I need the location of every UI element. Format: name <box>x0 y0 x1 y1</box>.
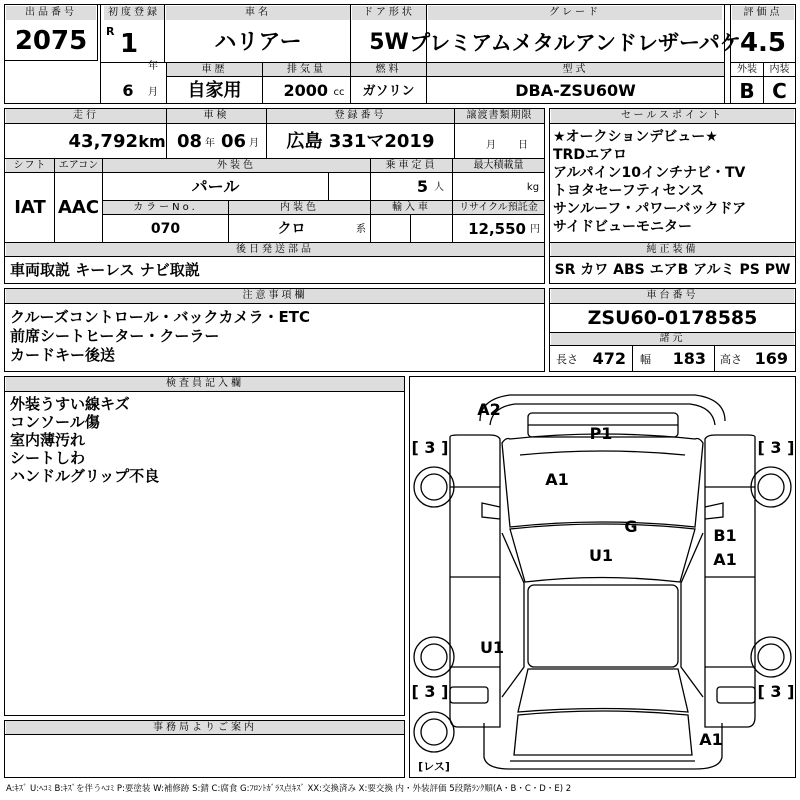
reg-number: 広島 331マ2019 <box>286 131 435 152</box>
mark-a1-bottom: A1 <box>699 730 723 749</box>
inspector-item: シートしわ <box>10 449 86 467</box>
recycle-value: 12,550 <box>468 219 526 238</box>
capacity-header: 乗車定員 <box>371 159 452 172</box>
displacement-value: 2000 <box>283 81 328 100</box>
sales-point-item: サンルーフ・パワーバックドア <box>553 201 747 217</box>
score-value: 4.5 <box>739 28 787 58</box>
left-mirror <box>482 503 500 519</box>
sales-point-item: ★オークションデビュー★ <box>553 129 718 145</box>
height-value: 169 <box>754 349 788 368</box>
mark-a1-right: A1 <box>713 550 737 569</box>
inspector-list <box>10 395 159 485</box>
capacity-unit: 人 <box>434 182 444 193</box>
insp-year: 08 <box>176 131 202 152</box>
front-bumper <box>480 395 725 421</box>
shift-header: シフト <box>6 159 54 172</box>
sales-point-list <box>553 128 793 236</box>
first-reg-header: 初度登録 <box>104 6 164 20</box>
trunk <box>514 711 692 755</box>
sales-point-header: セールスポイント <box>551 109 794 123</box>
rear-bumper <box>484 723 722 769</box>
displacement-header: 排気量 <box>263 63 350 76</box>
later-parts-header: 後日発送部品 <box>6 243 544 256</box>
width-value: 183 <box>672 349 706 368</box>
tire-front-right <box>751 467 791 507</box>
note-item: クルーズコントロール・バックカメラ・ETC <box>10 308 310 326</box>
sales-point-item: アルパイン10インチナビ・TV <box>553 165 746 181</box>
sales-point-item: トヨタセーフティセンス <box>553 183 705 199</box>
grade: プレミアムメタルアンドレザーパケ <box>409 30 741 55</box>
grade-header: グレード <box>428 6 722 20</box>
car-name-header: 車名 <box>166 6 350 20</box>
rear-window <box>518 669 688 712</box>
notes-header: 注意事項欄 <box>6 289 544 303</box>
front-bumper-inner <box>490 404 715 425</box>
chassis-value: ZSU60-0178585 <box>587 306 758 329</box>
sales-point-item: TRDエアロ <box>553 147 627 163</box>
spare-tire <box>414 712 454 752</box>
color-no-header: カラーNo. <box>103 201 228 214</box>
mark-u1-left: U1 <box>479 638 505 657</box>
hood <box>502 434 703 527</box>
legend: A:ｷｽﾞ U:ﾍｺﾐ B:ｷｽﾞを伴うﾍｺﾐ P:要塗装 W:補修跡 S:錆 C:腐食 G:ﾌﾛﾝﾄｶﾞﾗｽ点ｷｽﾞ XX:交換済み X:要交換 内・外装評価 5段階ﾗﾝｸ順(A・B・C・D・E) 2 <box>6 783 572 794</box>
roof <box>528 585 678 667</box>
displacement-unit: cc <box>333 87 345 98</box>
mileage-unit: km <box>138 132 166 151</box>
tread-front-left: [ 3 ] <box>411 438 449 457</box>
left-side-body <box>450 435 500 727</box>
interior-header: 内装 <box>769 63 790 75</box>
int-color-unit: 系 <box>356 224 366 235</box>
tread-rear-left: [ 3 ] <box>411 682 449 701</box>
reg-year: 1 <box>119 29 139 59</box>
door-type: 5W <box>369 30 409 55</box>
inspection-header: 車検 <box>167 109 266 123</box>
height-label: 高さ <box>720 352 742 366</box>
lot-no-header: 出品番号 <box>6 6 96 20</box>
reg-month: 6 <box>122 81 134 100</box>
inspector-item: 外装うすい線キズ <box>10 395 130 413</box>
length-label: 長さ <box>556 352 578 366</box>
tire-rear-left <box>414 637 454 677</box>
chassis-header: 車台番号 <box>551 289 794 303</box>
capacity-value: 5 <box>416 177 428 196</box>
inspector-header: 検査員記入欄 <box>6 377 404 391</box>
max-load-unit: kg <box>526 182 540 193</box>
history-header: 車歴 <box>167 63 262 76</box>
history-value: 自家用 <box>187 80 242 101</box>
genuine-value: SR カワ ABS エアB アルミ PS PW <box>554 262 791 278</box>
fuel-header: 燃料 <box>351 63 426 76</box>
ext-color-header: 外装色 <box>103 159 370 172</box>
reg-no-header: 登録番号 <box>267 109 454 123</box>
mileage-value: 43,792 <box>68 131 138 152</box>
spare-label: [レス] <box>418 759 450 773</box>
reg-year-unit: 年 <box>148 61 158 72</box>
transfer-month: 月 <box>486 140 496 151</box>
ext-color-value: パール <box>191 177 240 196</box>
shift-value: IAT <box>14 197 46 218</box>
int-color-header: 内装色 <box>229 201 370 214</box>
width-label: 幅 <box>640 352 651 366</box>
aircon-header: エアコン <box>55 159 102 172</box>
import-header: 輸入車 <box>371 201 452 214</box>
right-side-body <box>705 435 755 727</box>
score-header: 評価点 <box>732 6 794 20</box>
tire-front-left <box>414 467 454 507</box>
int-color-value: クロ <box>277 221 306 237</box>
era-mark: R <box>106 24 115 38</box>
inspector-item: ハンドルグリップ不良 <box>10 467 160 485</box>
lot-number: 2075 <box>14 26 88 56</box>
right-mirror <box>705 503 723 519</box>
insp-year-unit: 年 <box>205 138 215 149</box>
interior-grade: C <box>772 78 787 103</box>
notes-list <box>10 308 310 365</box>
office-header: 事務局よりご案内 <box>6 721 404 734</box>
reg-month-unit: 月 <box>148 87 158 98</box>
mark-a1-hood: A1 <box>545 470 569 489</box>
inspector-item: 室内薄汚れ <box>10 431 86 449</box>
mark-p1: P1 <box>589 424 613 443</box>
exterior-header: 外装 <box>737 63 757 75</box>
mark-a2: A2 <box>477 400 501 419</box>
mark-b1: B1 <box>713 526 737 545</box>
later-parts-value: 車両取説 キーレス ナビ取説 <box>10 260 200 279</box>
insp-month: 06 <box>220 131 246 152</box>
door-header: ドア形状 <box>352 6 426 20</box>
mark-u1-roof: U1 <box>588 546 614 565</box>
recycle-unit: 円 <box>530 224 540 235</box>
insp-month-unit: 月 <box>249 138 259 149</box>
specs-header: 諸元 <box>551 333 794 345</box>
max-load-header: 最大積載量 <box>453 159 544 172</box>
sales-point-item: サイドビューモニター <box>553 219 693 235</box>
note-item: 前席シートヒーター・クーラー <box>10 327 220 345</box>
model-value: DBA-ZSU60W <box>515 81 636 100</box>
aircon-value: AAC <box>57 197 100 218</box>
car-name: ハリアー <box>214 30 302 55</box>
transfer-header: 譲渡書類期限 <box>455 109 544 123</box>
note-item: カードキー後送 <box>10 346 116 364</box>
mileage-header: 走行 <box>6 109 166 123</box>
length-value: 472 <box>592 349 626 368</box>
tread-front-right: [ 3 ] <box>757 438 795 457</box>
tire-rear-right <box>751 637 791 677</box>
inspector-item: コンソール傷 <box>10 413 100 431</box>
model-header: 型式 <box>427 63 724 76</box>
fuel-value: ガソリン <box>362 83 415 99</box>
exterior-grade: B <box>739 78 755 103</box>
transfer-day: 日 <box>518 140 528 151</box>
mark-g: G <box>624 517 638 536</box>
recycle-header: リサイクル預託金 <box>453 201 544 214</box>
tread-rear-right: [ 3 ] <box>757 682 795 701</box>
color-no-value: 070 <box>150 221 181 237</box>
genuine-header: 純正装備 <box>551 243 794 256</box>
